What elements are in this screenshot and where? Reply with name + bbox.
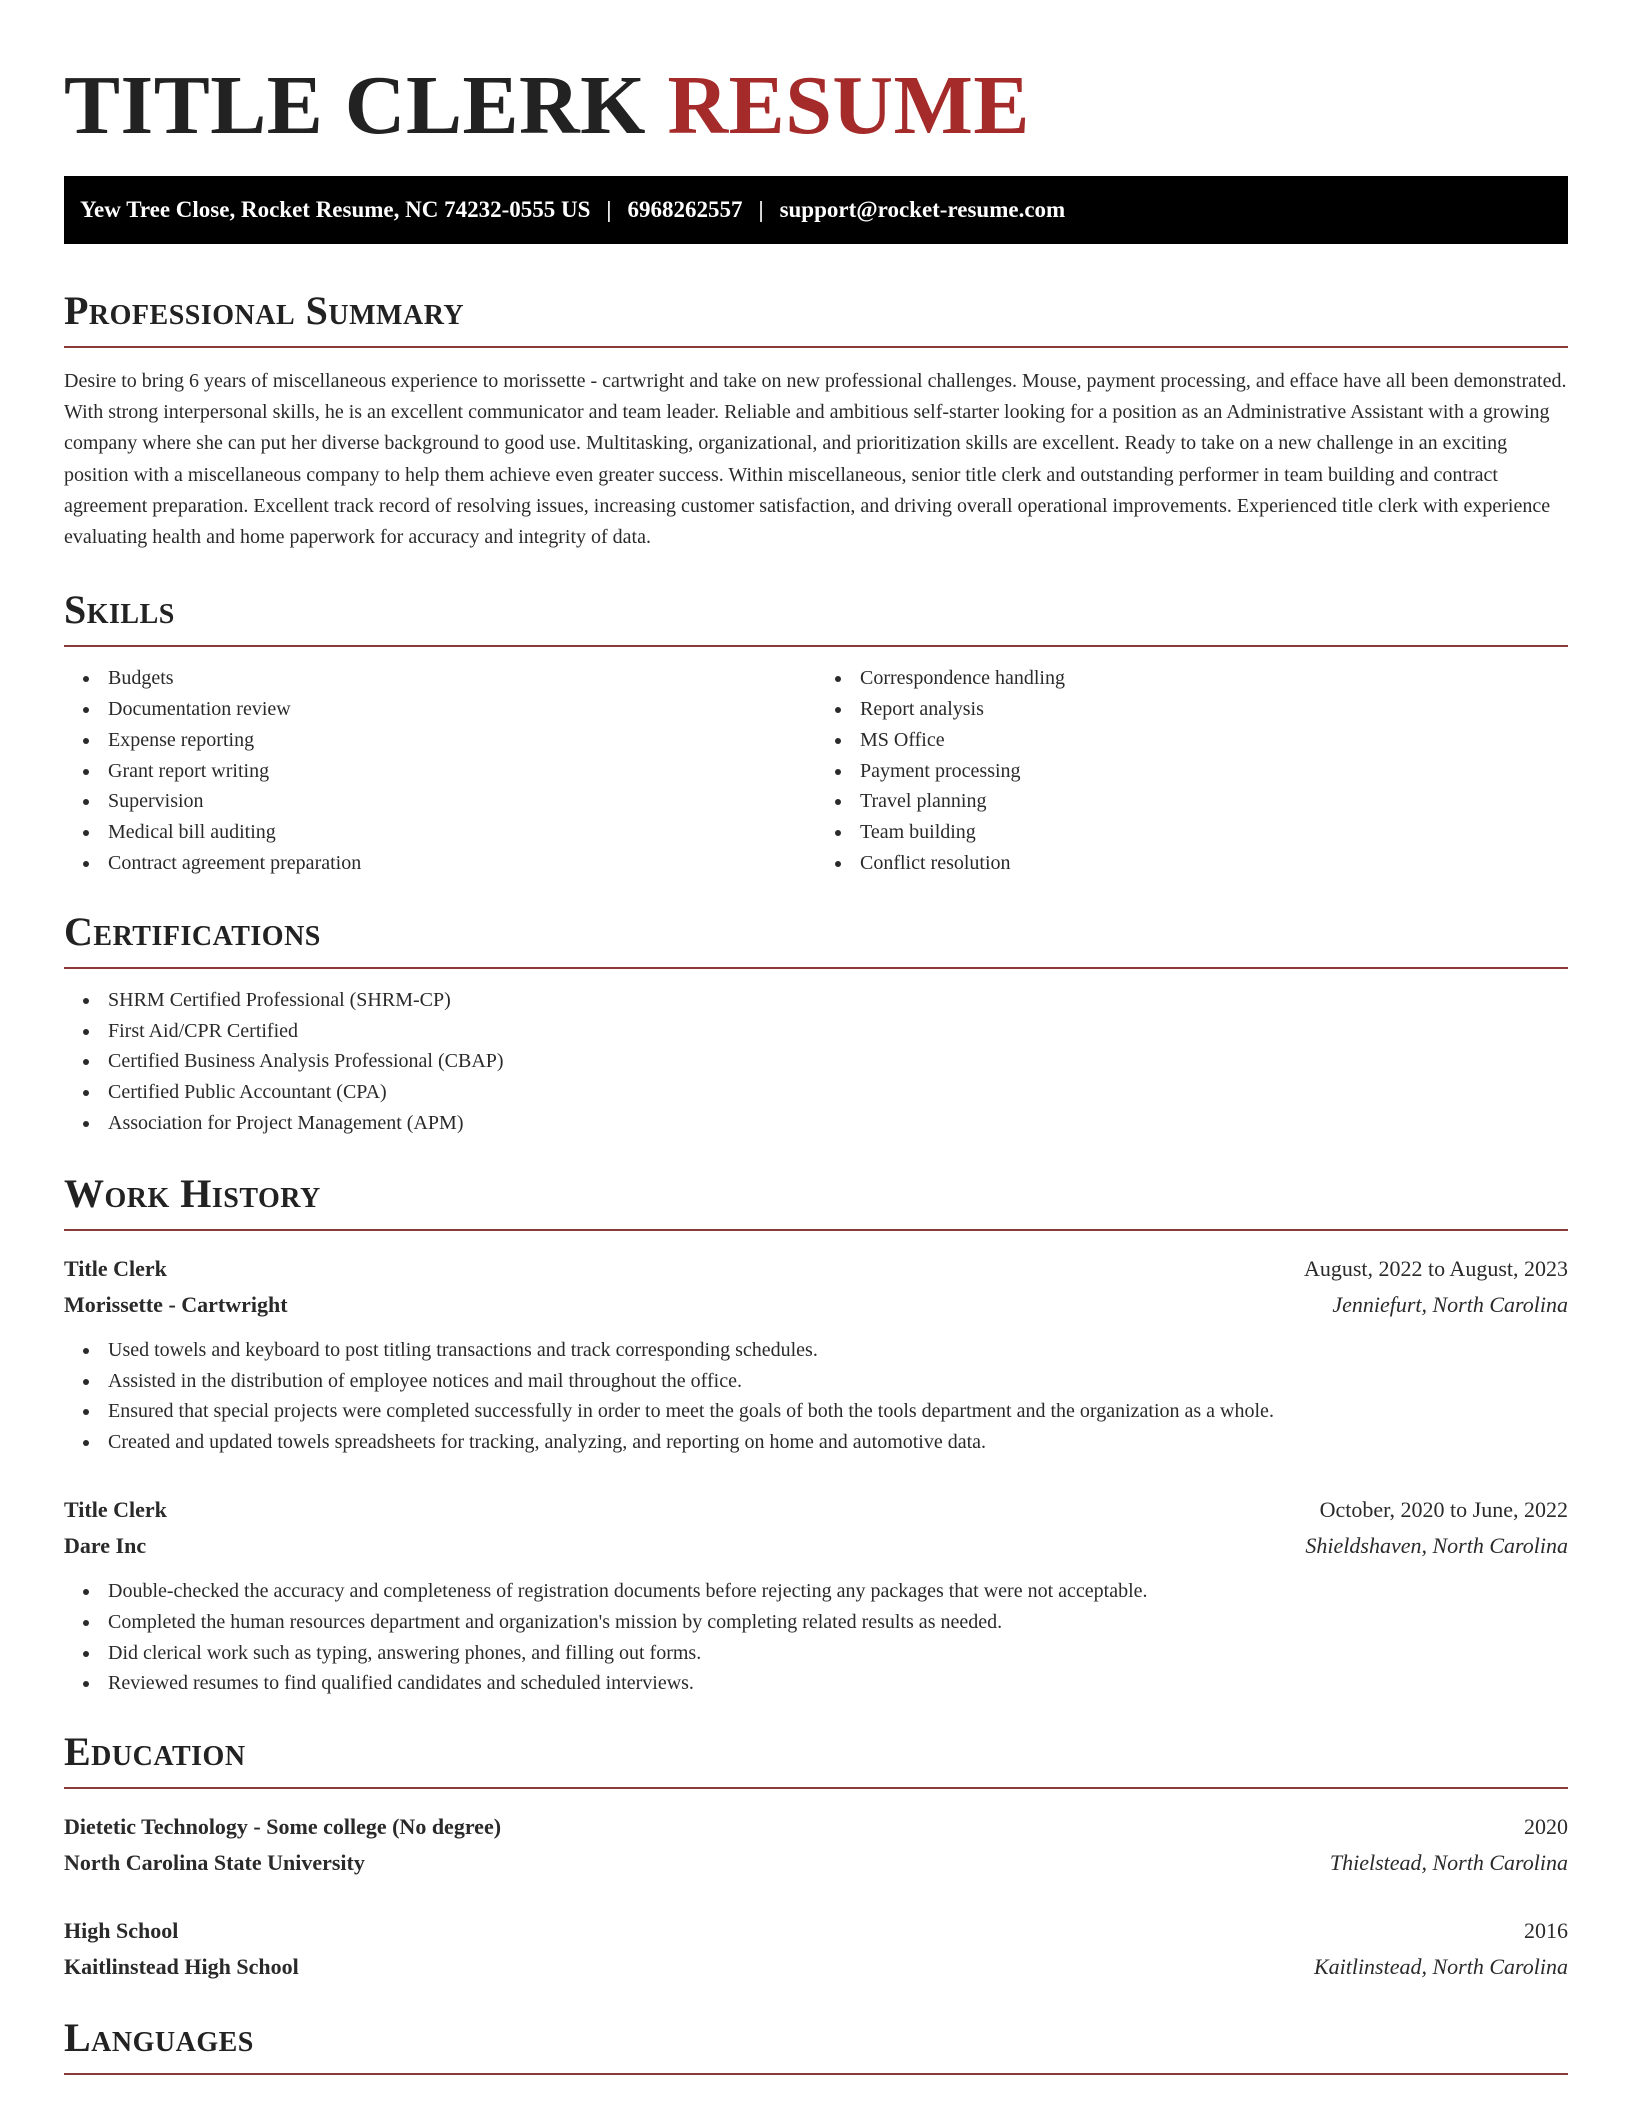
certification-item: First Aid/CPR Certified xyxy=(64,1016,1568,1047)
education-degree: Dietetic Technology - Some college (No degree) xyxy=(64,1814,502,1840)
job-title: Title Clerk xyxy=(64,1255,167,1281)
job-dates: October, 2020 to June, 2022 xyxy=(1319,1496,1568,1522)
job-bullet: Reviewed resumes to find qualified candidates and scheduled interviews. xyxy=(64,1668,1568,1699)
work-history-section xyxy=(64,1171,1568,1699)
job-location: Shieldshaven, North Carolina xyxy=(1305,1532,1568,1558)
summary-text: Desire to bring 6 years of miscellaneous experience to morissette - cartwright and take on new professional challenges. Mouse, payment processing, and efface have all been demonstrated. With strong interpersonal skills, he is an excellent communicator and team leader. Reliable and ambitious self-starter looking for a position as an Administrative Assistant with a growing company where she can put her diverse background to good use. Multitasking, organizational, and prioritization skills are excellent. Ready to take on a new challenge in an exciting position with a miscellaneous company to help them achieve even greater success. Within miscellaneous, senior title clerk and outstanding performer in team building and contract agreement preparation. Excellent track record of resolving issues, increasing customer satisfaction, and driving overall operational improvements. Experienced title clerk with experience evaluating health and home paperwork for accuracy and integrity of data. xyxy=(64,370,1567,549)
certifications-heading: Certifications xyxy=(64,909,1568,969)
skill-item: Team building xyxy=(816,817,1568,848)
education-school-row xyxy=(64,1845,1568,1881)
skill-item: Medical bill auditing xyxy=(64,817,816,848)
job-entry xyxy=(64,1492,1568,1699)
resume-title-main: TITLE CLERK xyxy=(64,59,647,152)
contact-phone: 6968262557 xyxy=(627,197,743,222)
job-bullet: Double-checked the accuracy and completeness of registration documents before rejecting any packages that were not acceptable. xyxy=(64,1576,1568,1607)
contact-separator: | xyxy=(606,197,612,222)
skill-item: Report analysis xyxy=(816,694,1568,725)
job-bullets xyxy=(64,1335,1568,1458)
skill-item: Correspondence handling xyxy=(816,663,1568,694)
skill-item: MS Office xyxy=(816,725,1568,756)
languages-section xyxy=(64,2015,1568,2075)
job-company-row xyxy=(64,1528,1568,1564)
skill-item: Supervision xyxy=(64,786,816,817)
education-year: 2016 xyxy=(1524,1918,1568,1944)
education-header-row xyxy=(64,1913,1568,1949)
job-title: Title Clerk xyxy=(64,1496,167,1522)
certification-item: Certified Public Accountant (CPA) xyxy=(64,1077,1568,1108)
education-school-row xyxy=(64,1949,1568,1985)
contact-address: Yew Tree Close, Rocket Resume, NC 74232-0555 US xyxy=(80,197,591,222)
certification-item: SHRM Certified Professional (SHRM-CP) xyxy=(64,985,1568,1016)
skill-item: Expense reporting xyxy=(64,725,816,756)
education-entry xyxy=(64,1809,1568,1881)
job-entry xyxy=(64,1251,1568,1458)
education-entry xyxy=(64,1913,1568,1985)
education-year: 2020 xyxy=(1524,1814,1568,1840)
job-dates: August, 2022 to August, 2023 xyxy=(1303,1255,1568,1281)
certifications-section xyxy=(64,909,1568,1139)
skills-columns xyxy=(64,663,1568,879)
certifications-list xyxy=(64,985,1568,1139)
education-school: Kaitlinstead High School xyxy=(64,1954,299,1980)
job-bullet: Assisted in the distribution of employee notices and mail throughout the office. xyxy=(64,1366,1568,1397)
job-company: Dare Inc xyxy=(64,1532,147,1558)
contact-separator: | xyxy=(758,197,764,222)
job-location: Jenniefurt, North Carolina xyxy=(1332,1291,1568,1317)
job-header-row xyxy=(64,1492,1568,1528)
education-degree: High School xyxy=(64,1918,179,1944)
job-bullet: Created and updated towels spreadsheets for tracking, analyzing, and reporting on home and automotive data. xyxy=(64,1427,1568,1458)
skill-item: Payment processing xyxy=(816,756,1568,787)
education-location: Thielstead, North Carolina xyxy=(1329,1850,1568,1876)
work-history-heading: Work History xyxy=(64,1171,1568,1231)
resume-title xyxy=(64,0,1568,156)
education-school: North Carolina State University xyxy=(64,1850,365,1876)
skill-item: Budgets xyxy=(64,663,816,694)
education-location: Kaitlinstead, North Carolina xyxy=(1313,1954,1568,1980)
job-bullet: Did clerical work such as typing, answering phones, and filling out forms. xyxy=(64,1638,1568,1669)
job-company: Morissette - Cartwright xyxy=(64,1291,288,1317)
certification-item: Certified Business Analysis Professional (CBAP) xyxy=(64,1046,1568,1077)
skill-item: Travel planning xyxy=(816,786,1568,817)
skills-heading: Skills xyxy=(64,587,1568,647)
resume-title-accent: RESUME xyxy=(667,59,1030,152)
certification-item: Association for Project Management (APM) xyxy=(64,1108,1568,1139)
skills-list-left xyxy=(64,663,816,879)
skills-list-right xyxy=(816,663,1568,879)
job-bullet: Used towels and keyboard to post titling transactions and track corresponding schedules. xyxy=(64,1335,1568,1366)
education-section xyxy=(64,1729,1568,1985)
contact-email: support@rocket-resume.com xyxy=(779,197,1066,222)
education-heading: Education xyxy=(64,1729,1568,1789)
summary-heading: Professional Summary xyxy=(64,288,1568,348)
skill-item: Grant report writing xyxy=(64,756,816,787)
skills-section xyxy=(64,587,1568,879)
skill-item: Documentation review xyxy=(64,694,816,725)
job-bullets xyxy=(64,1576,1568,1699)
education-header-row xyxy=(64,1809,1568,1845)
contact-bar xyxy=(64,176,1568,244)
languages-heading: Languages xyxy=(64,2015,1568,2075)
summary-section xyxy=(64,288,1568,553)
job-bullet: Completed the human resources department and organization's mission by completing related results as needed. xyxy=(64,1607,1568,1638)
skill-item: Conflict resolution xyxy=(816,848,1568,879)
job-bullet: Ensured that special projects were completed successfully in order to meet the goals of both the tools department and the organization as a whole. xyxy=(64,1396,1568,1427)
job-company-row xyxy=(64,1287,1568,1323)
skill-item: Contract agreement preparation xyxy=(64,848,816,879)
job-header-row xyxy=(64,1251,1568,1287)
